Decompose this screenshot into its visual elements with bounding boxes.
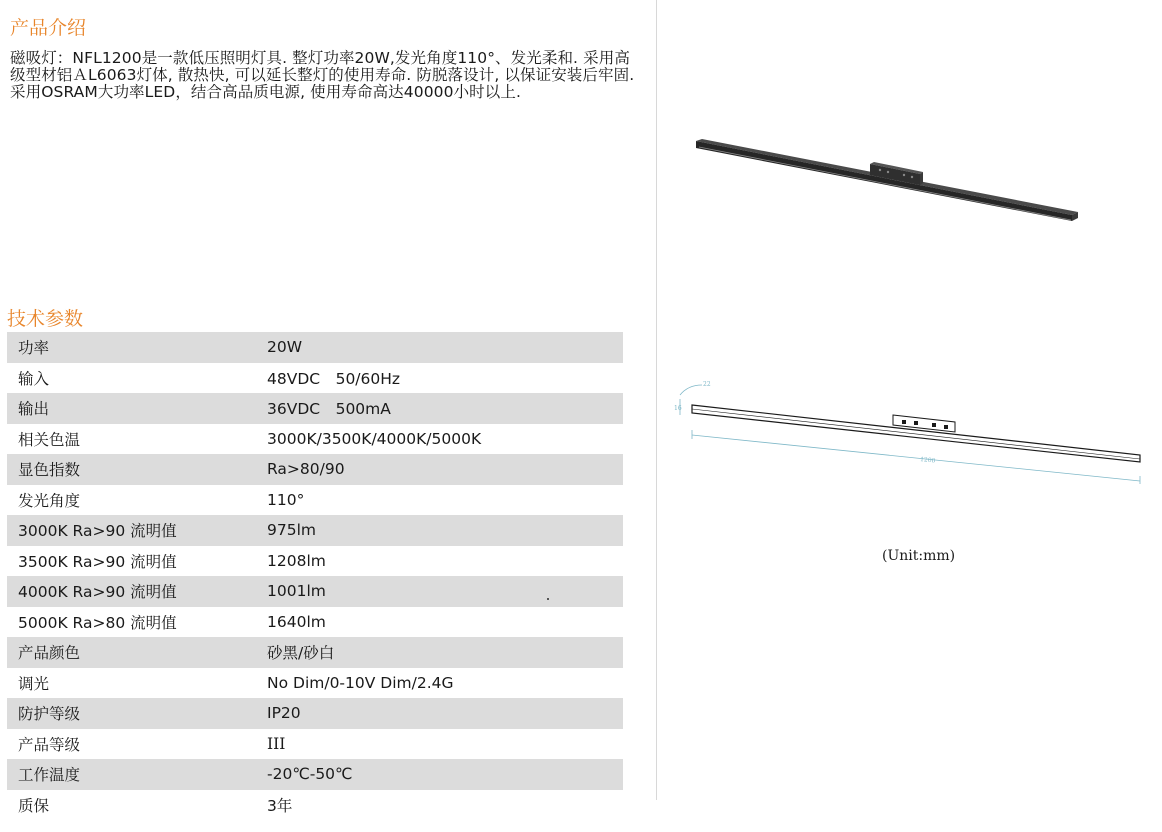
product-image [690, 130, 1085, 230]
spec-label: 产品等级 [18, 735, 81, 754]
stray-dot [547, 598, 549, 600]
spec-label: 发光角度 [18, 491, 81, 510]
dimension-drawing [670, 375, 1150, 485]
spec-row-cri [7, 454, 623, 485]
spec-table [7, 332, 623, 820]
spec-value: 砂黑/砂白 [267, 644, 335, 663]
spec-value: 48VDC 50/60Hz [267, 369, 401, 388]
spec-row-output [7, 393, 623, 424]
spec-label: 3500K Ra>90 流明值 [18, 552, 177, 571]
spec-row-lumen-3500k [7, 546, 623, 577]
spec-value: 1001lm [267, 582, 326, 601]
spec-value: 975lm [267, 521, 316, 540]
spec-value: 3000K/3500K/4000K/5000K [267, 429, 482, 448]
intro-text: 磁吸灯：NFL1200是一款低压照明灯具. 整灯功率20W,发光角度110°、发光柔和. 采用高级型材铝ＡL6063灯体, 散热快, 可以延长整灯的使用寿命. 防脱落设计, 以保证安装后牢固. 采用OSRAM大功率LED，结合高品质电源, 使用寿命高达40000小时以上. [10, 49, 635, 101]
spec-row-power [7, 332, 623, 363]
spec-value: 36VDC 500mA [267, 400, 391, 419]
column-divider [656, 0, 657, 800]
spec-label: 产品颜色 [18, 644, 81, 663]
spec-value: III [267, 734, 286, 753]
spec-label: 输入 [18, 369, 50, 388]
spec-row-ip-rating [7, 698, 623, 729]
spec-row-lumen-3000k [7, 515, 623, 546]
spec-value: -20℃-50℃ [267, 765, 353, 784]
spec-row-class [7, 729, 623, 760]
dim-length-label: 1200 [919, 456, 936, 465]
spec-row-lumen-4000k [7, 576, 623, 607]
spec-label: 4000K Ra>90 流明值 [18, 583, 177, 602]
spec-label: 质保 [18, 796, 50, 815]
spec-row-beam-angle [7, 485, 623, 516]
spec-value: 110° [267, 490, 305, 509]
spec-row-warranty [7, 790, 623, 821]
spec-label: 显色指数 [18, 461, 81, 480]
spec-value: 3年 [267, 796, 293, 815]
spec-row-color [7, 637, 623, 668]
spec-label: 相关色温 [18, 430, 81, 449]
spec-row-cct [7, 424, 623, 455]
spec-value: 1208lm [267, 551, 326, 570]
spec-value: 20W [267, 338, 303, 357]
spec-label: 防护等级 [18, 705, 81, 724]
spec-value: Ra>80/90 [267, 460, 345, 479]
spec-label: 调光 [18, 674, 50, 693]
spec-label: 工作温度 [18, 766, 81, 785]
spec-label: 输出 [18, 400, 50, 419]
dim-height-label: 16 [674, 405, 682, 412]
spec-value: 1640lm [267, 612, 326, 631]
intro-title: 产品介绍 [10, 17, 87, 39]
spec-row-lumen-5000k [7, 607, 623, 638]
dim-width-label: 22 [703, 381, 711, 388]
spec-value: IP20 [267, 704, 301, 723]
unit-label: (Unit:mm) [882, 548, 956, 564]
spec-label: 5000K Ra>80 流明值 [18, 613, 177, 632]
spec-label: 功率 [18, 339, 50, 358]
spec-row-dimming [7, 668, 623, 699]
spec-label: 3000K Ra>90 流明值 [18, 522, 177, 541]
spec-row-temperature [7, 759, 623, 790]
spec-row-input [7, 363, 623, 394]
spec-title: 技术参数 [7, 308, 84, 330]
spec-value: No Dim/0-10V Dim/2.4G [267, 673, 454, 692]
